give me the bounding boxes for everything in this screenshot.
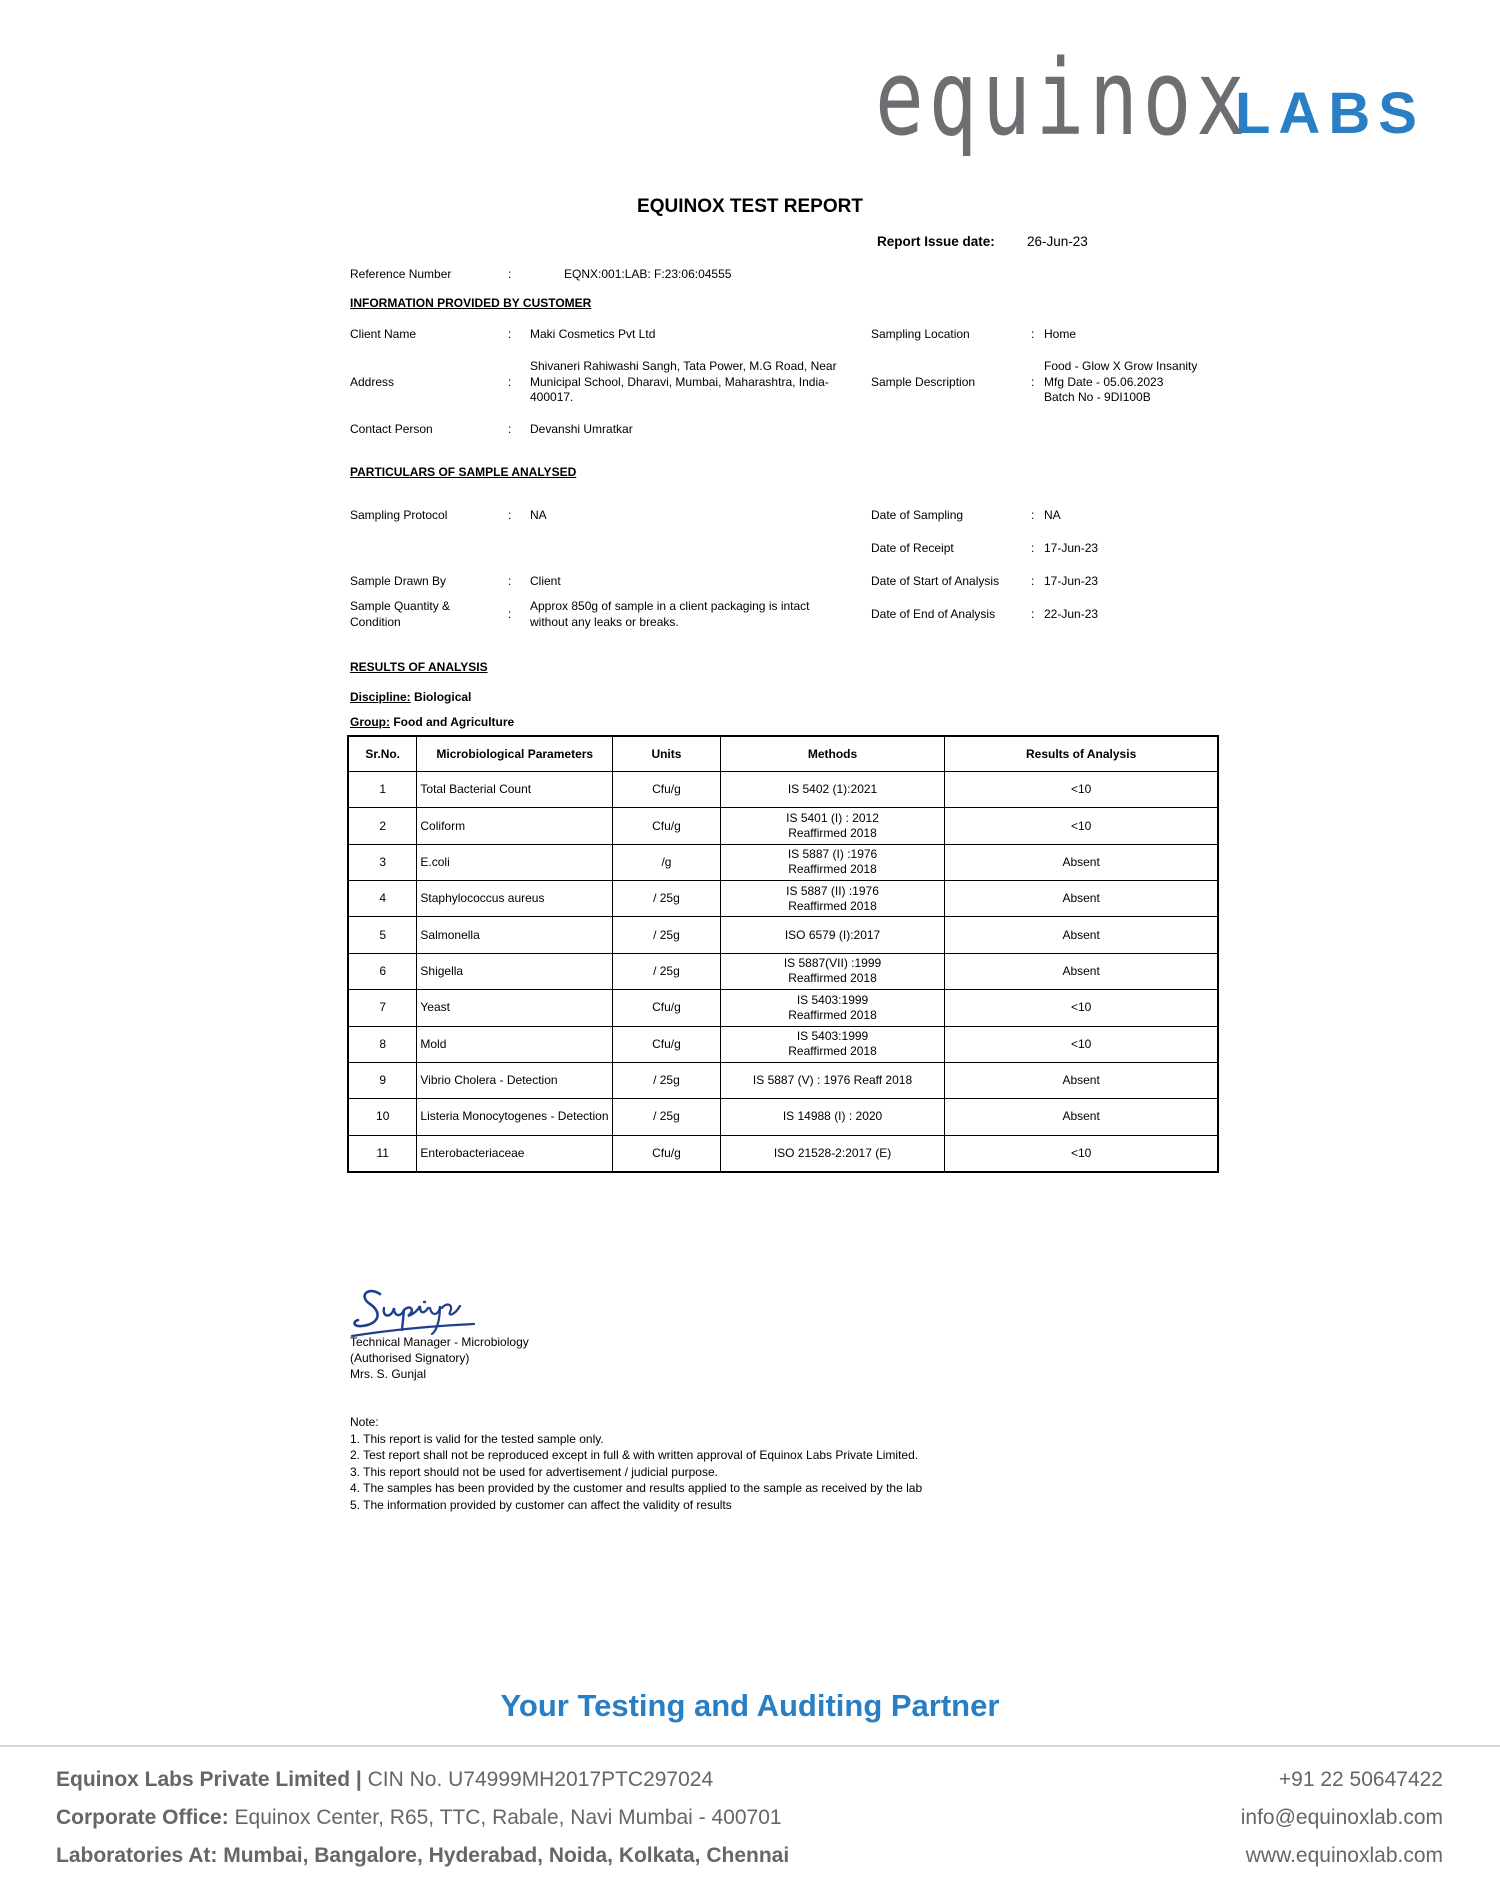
address-line: Shivaneri Rahiwashi Sangh, Tata Power, M.G Road, Near	[530, 359, 837, 373]
footer-divider	[0, 1745, 1500, 1747]
phone-number[interactable]: +91 22 50647422	[1278, 1768, 1443, 1791]
sample-quantity-value	[530, 599, 810, 630]
table-row	[348, 808, 1218, 844]
client-name-value: Maki Cosmetics Pvt Ltd	[530, 327, 656, 341]
colon: :	[1031, 541, 1035, 555]
cell-method	[720, 1062, 944, 1098]
table-row	[348, 1026, 1218, 1062]
note-item: 3. This report should not be used for advertisement / judicial purpose.	[350, 1464, 718, 1479]
office-label: Corporate Office:	[56, 1806, 229, 1829]
client-name-label: Client Name	[350, 327, 417, 341]
cell-method	[720, 844, 944, 880]
signature-image	[350, 1280, 480, 1342]
method-line: Reaffirmed 2018	[788, 1007, 877, 1022]
cell-unit: Cfu/g	[613, 990, 721, 1026]
note-item: 4. The samples has been provided by the customer and results applied to the sample as received by the lab	[350, 1481, 923, 1495]
cell-result: Absent	[945, 953, 1218, 989]
cell-result: <10	[945, 1026, 1218, 1062]
cell-unit: / 25g	[613, 1062, 721, 1098]
colon: :	[1031, 508, 1035, 522]
description-line: Food - Glow X Grow Insanity	[1044, 359, 1198, 373]
method-line: Reaffirmed 2018	[788, 1044, 877, 1059]
cell-unit: Cfu/g	[613, 808, 721, 844]
method-line: IS 5887 (I) :1976	[787, 847, 878, 862]
office-line	[56, 1806, 782, 1830]
table-row	[348, 1099, 1218, 1135]
colon: :	[508, 574, 512, 588]
cell-result: <10	[945, 1135, 1218, 1172]
table-row	[348, 881, 1218, 917]
results-table	[347, 735, 1219, 1173]
tagline: Your Testing and Auditing Partner	[500, 1688, 1000, 1723]
cell-sr-no: 11	[348, 1135, 417, 1172]
discipline-label: Discipline:	[350, 690, 411, 704]
issue-date-label: Report Issue date:	[877, 234, 995, 249]
colon: :	[508, 607, 512, 621]
table-row	[348, 953, 1218, 989]
cell-unit: / 25g	[613, 953, 721, 989]
cell-method	[720, 917, 944, 953]
method-line: IS 5887 (II) :1976	[786, 883, 879, 898]
table-row	[348, 1062, 1218, 1098]
cell-parameter: Shigella	[417, 953, 613, 989]
colon: :	[508, 422, 512, 436]
signatory-title: Technical Manager - Microbiology	[350, 1335, 529, 1349]
signatory-name: Mrs. S. Gunjal	[350, 1367, 427, 1381]
column-header: Results of Analysis	[945, 736, 1218, 772]
sample-drawn-by-value: Client	[530, 574, 561, 588]
cell-parameter: Yeast	[417, 990, 613, 1026]
method-line: ISO 6579 (I):2017	[784, 927, 881, 942]
date-start-analysis-value: 17-Jun-23	[1044, 574, 1099, 588]
method-line: Reaffirmed 2018	[788, 898, 877, 913]
cin-number: CIN No. U74999MH2017PTC297024	[361, 1768, 714, 1791]
sampling-protocol-label: Sampling Protocol	[350, 508, 448, 522]
cell-result: Absent	[945, 844, 1218, 880]
group-value: Food and Agriculture	[393, 715, 515, 729]
date-start-analysis-label: Date of Start of Analysis	[871, 574, 1000, 588]
cell-result: Absent	[945, 1099, 1218, 1135]
sampling-location-value: Home	[1044, 327, 1077, 341]
sample-drawn-by-label: Sample Drawn By	[350, 574, 447, 588]
cell-method	[720, 808, 944, 844]
cell-parameter: E.coli	[417, 844, 613, 880]
cell-parameter: Enterobacteriaceae	[417, 1135, 613, 1172]
date-of-receipt-label: Date of Receipt	[871, 541, 954, 555]
cell-parameter: Mold	[417, 1026, 613, 1062]
note-item: 1. This report is valid for the tested sample only.	[350, 1431, 604, 1446]
address-label: Address	[350, 375, 395, 389]
method-line: IS 5887 (V) : 1976 Reaff 2018	[752, 1073, 913, 1088]
table-row	[348, 844, 1218, 880]
method-line: IS 5403:1999	[796, 1029, 869, 1044]
method-line: IS 14988 (I) : 2020	[782, 1109, 883, 1124]
table-row	[348, 990, 1218, 1026]
colon: :	[1031, 607, 1035, 621]
cell-method	[720, 953, 944, 989]
sample-description-value	[1044, 359, 1197, 406]
colon: :	[508, 327, 512, 341]
column-header: Methods	[720, 736, 944, 772]
quantity-label-line: Sample Quantity &	[350, 599, 451, 613]
cell-sr-no: 5	[348, 917, 417, 953]
notes-title: Note:	[350, 1415, 379, 1429]
cell-result: <10	[945, 808, 1218, 844]
signatory-role: (Authorised Signatory)	[350, 1351, 470, 1365]
cell-unit: Cfu/g	[613, 1135, 721, 1172]
cell-sr-no: 9	[348, 1062, 417, 1098]
cell-sr-no: 6	[348, 953, 417, 989]
email-address[interactable]: info@equinoxlab.com	[1240, 1806, 1443, 1829]
colon: :	[1031, 375, 1035, 389]
cell-sr-no: 7	[348, 990, 417, 1026]
date-end-analysis-value: 22-Jun-23	[1044, 607, 1099, 621]
method-line: Reaffirmed 2018	[788, 862, 877, 877]
cell-parameter: Salmonella	[417, 917, 613, 953]
website-link[interactable]: www.equinoxlab.com	[1245, 1844, 1443, 1867]
method-line: Reaffirmed 2018	[788, 826, 877, 841]
cell-unit: / 25g	[613, 881, 721, 917]
cell-sr-no: 3	[348, 844, 417, 880]
cell-method	[720, 772, 944, 808]
note-item: 5. The information provided by customer can affect the validity of results	[350, 1497, 732, 1512]
office-address: Equinox Center, R65, TTC, Rabale, Navi Mumbai - 400701	[228, 1806, 782, 1829]
table-row	[348, 1135, 1218, 1172]
cell-sr-no: 4	[348, 881, 417, 917]
description-line: Mfg Date - 05.06.2023	[1044, 374, 1164, 389]
contact-person-value: Devanshi Umratkar	[530, 422, 633, 436]
cell-unit: / 25g	[613, 917, 721, 953]
cell-unit: / 25g	[613, 1099, 721, 1135]
sample-particulars-heading: PARTICULARS OF SAMPLE ANALYSED	[350, 465, 577, 479]
reference-label: Reference Number	[350, 267, 452, 281]
cell-unit: Cfu/g	[613, 1026, 721, 1062]
reference-value: EQNX:001:LAB: F:23:06:04555	[564, 267, 732, 281]
column-header: Units	[613, 736, 721, 772]
customer-info-heading: INFORMATION PROVIDED BY CUSTOMER	[350, 296, 592, 310]
colon: :	[508, 375, 512, 389]
cell-result: <10	[945, 772, 1218, 808]
colon: :	[508, 267, 512, 281]
cell-result: <10	[945, 990, 1218, 1026]
date-end-analysis-label: Date of End of Analysis	[871, 607, 996, 621]
laboratories-text: Laboratories At: Mumbai, Bangalore, Hyderabad, Noida, Kolkata, Chennai	[56, 1844, 790, 1867]
description-line: Batch No - 9DI100B	[1044, 390, 1151, 404]
discipline	[350, 690, 471, 706]
cell-sr-no: 1	[348, 772, 417, 808]
results-table-body	[348, 772, 1218, 1173]
method-line: IS 5401 (I) : 2012	[786, 811, 879, 826]
cell-sr-no: 10	[348, 1099, 417, 1135]
sample-description-label: Sample Description	[871, 375, 976, 389]
notes-block	[350, 1414, 922, 1513]
cell-method	[720, 1026, 944, 1062]
address-line: Municipal School, Dharavi, Mumbai, Maharashtra, India-	[530, 374, 829, 389]
sampling-location-label: Sampling Location	[871, 327, 970, 341]
cell-parameter: Coliform	[417, 808, 613, 844]
quantity-value-line: Approx 850g of sample in a client packaging is intact	[530, 599, 810, 613]
method-line: ISO 21528-2:2017 (E)	[773, 1145, 892, 1160]
quantity-label-line: Condition	[350, 614, 401, 629]
results-heading: RESULTS OF ANALYSIS	[350, 660, 488, 674]
cell-method	[720, 1135, 944, 1172]
cell-parameter: Listeria Monocytogenes - Detection	[417, 1099, 613, 1135]
date-of-sampling-value: NA	[1044, 508, 1061, 522]
discipline-value: Biological	[414, 690, 472, 704]
company-name: Equinox Labs Private Limited |	[56, 1768, 362, 1791]
cell-parameter: Staphylococcus aureus	[417, 881, 613, 917]
column-header: Microbiological Parameters	[417, 736, 613, 772]
date-of-sampling-label: Date of Sampling	[871, 508, 964, 522]
laboratories-line	[56, 1844, 789, 1868]
quantity-value-line: without any leaks or breaks.	[530, 614, 679, 629]
table-row	[348, 772, 1218, 808]
column-header: Sr.No.	[348, 736, 417, 772]
cell-result: Absent	[945, 917, 1218, 953]
note-item: 2. Test report shall not be reproduced except in full & with written approval of Equinox Labs Private Limited.	[350, 1448, 919, 1462]
cell-sr-no: 8	[348, 1026, 417, 1062]
report-title: EQUINOX TEST REPORT	[637, 196, 863, 217]
cell-result: Absent	[945, 1062, 1218, 1098]
table-header-row	[348, 736, 1218, 772]
method-line: IS 5887(VII) :1999	[783, 956, 882, 971]
address-line: 400017.	[530, 390, 574, 404]
cell-unit: Cfu/g	[613, 772, 721, 808]
cell-method	[720, 1099, 944, 1135]
address-value	[530, 359, 870, 406]
colon: :	[508, 508, 512, 522]
group	[350, 715, 514, 731]
method-line: IS 5402 (1):2021	[787, 782, 878, 797]
cell-method	[720, 881, 944, 917]
method-line: IS 5403:1999	[796, 992, 869, 1007]
colon: :	[1031, 327, 1035, 341]
cell-unit: /g	[613, 844, 721, 880]
cell-method	[720, 990, 944, 1026]
colon: :	[1031, 574, 1035, 588]
cell-sr-no: 2	[348, 808, 417, 844]
issue-date-value: 26-Jun-23	[1027, 234, 1088, 249]
date-of-receipt-value: 17-Jun-23	[1044, 541, 1099, 555]
contact-person-label: Contact Person	[350, 422, 433, 436]
company-line	[56, 1768, 713, 1792]
cell-parameter: Total Bacterial Count	[417, 772, 613, 808]
group-label: Group:	[350, 715, 390, 729]
signatory-block	[350, 1334, 529, 1382]
table-row	[348, 917, 1218, 953]
cell-parameter: Vibrio Cholera - Detection	[417, 1062, 613, 1098]
logo-wordmark-labs: LABS	[1235, 81, 1425, 146]
sampling-protocol-value: NA	[530, 508, 547, 522]
method-line: Reaffirmed 2018	[788, 971, 877, 986]
logo-wordmark-equinox: equinox	[875, 37, 1250, 159]
cell-result: Absent	[945, 881, 1218, 917]
sample-quantity-label	[350, 599, 450, 630]
